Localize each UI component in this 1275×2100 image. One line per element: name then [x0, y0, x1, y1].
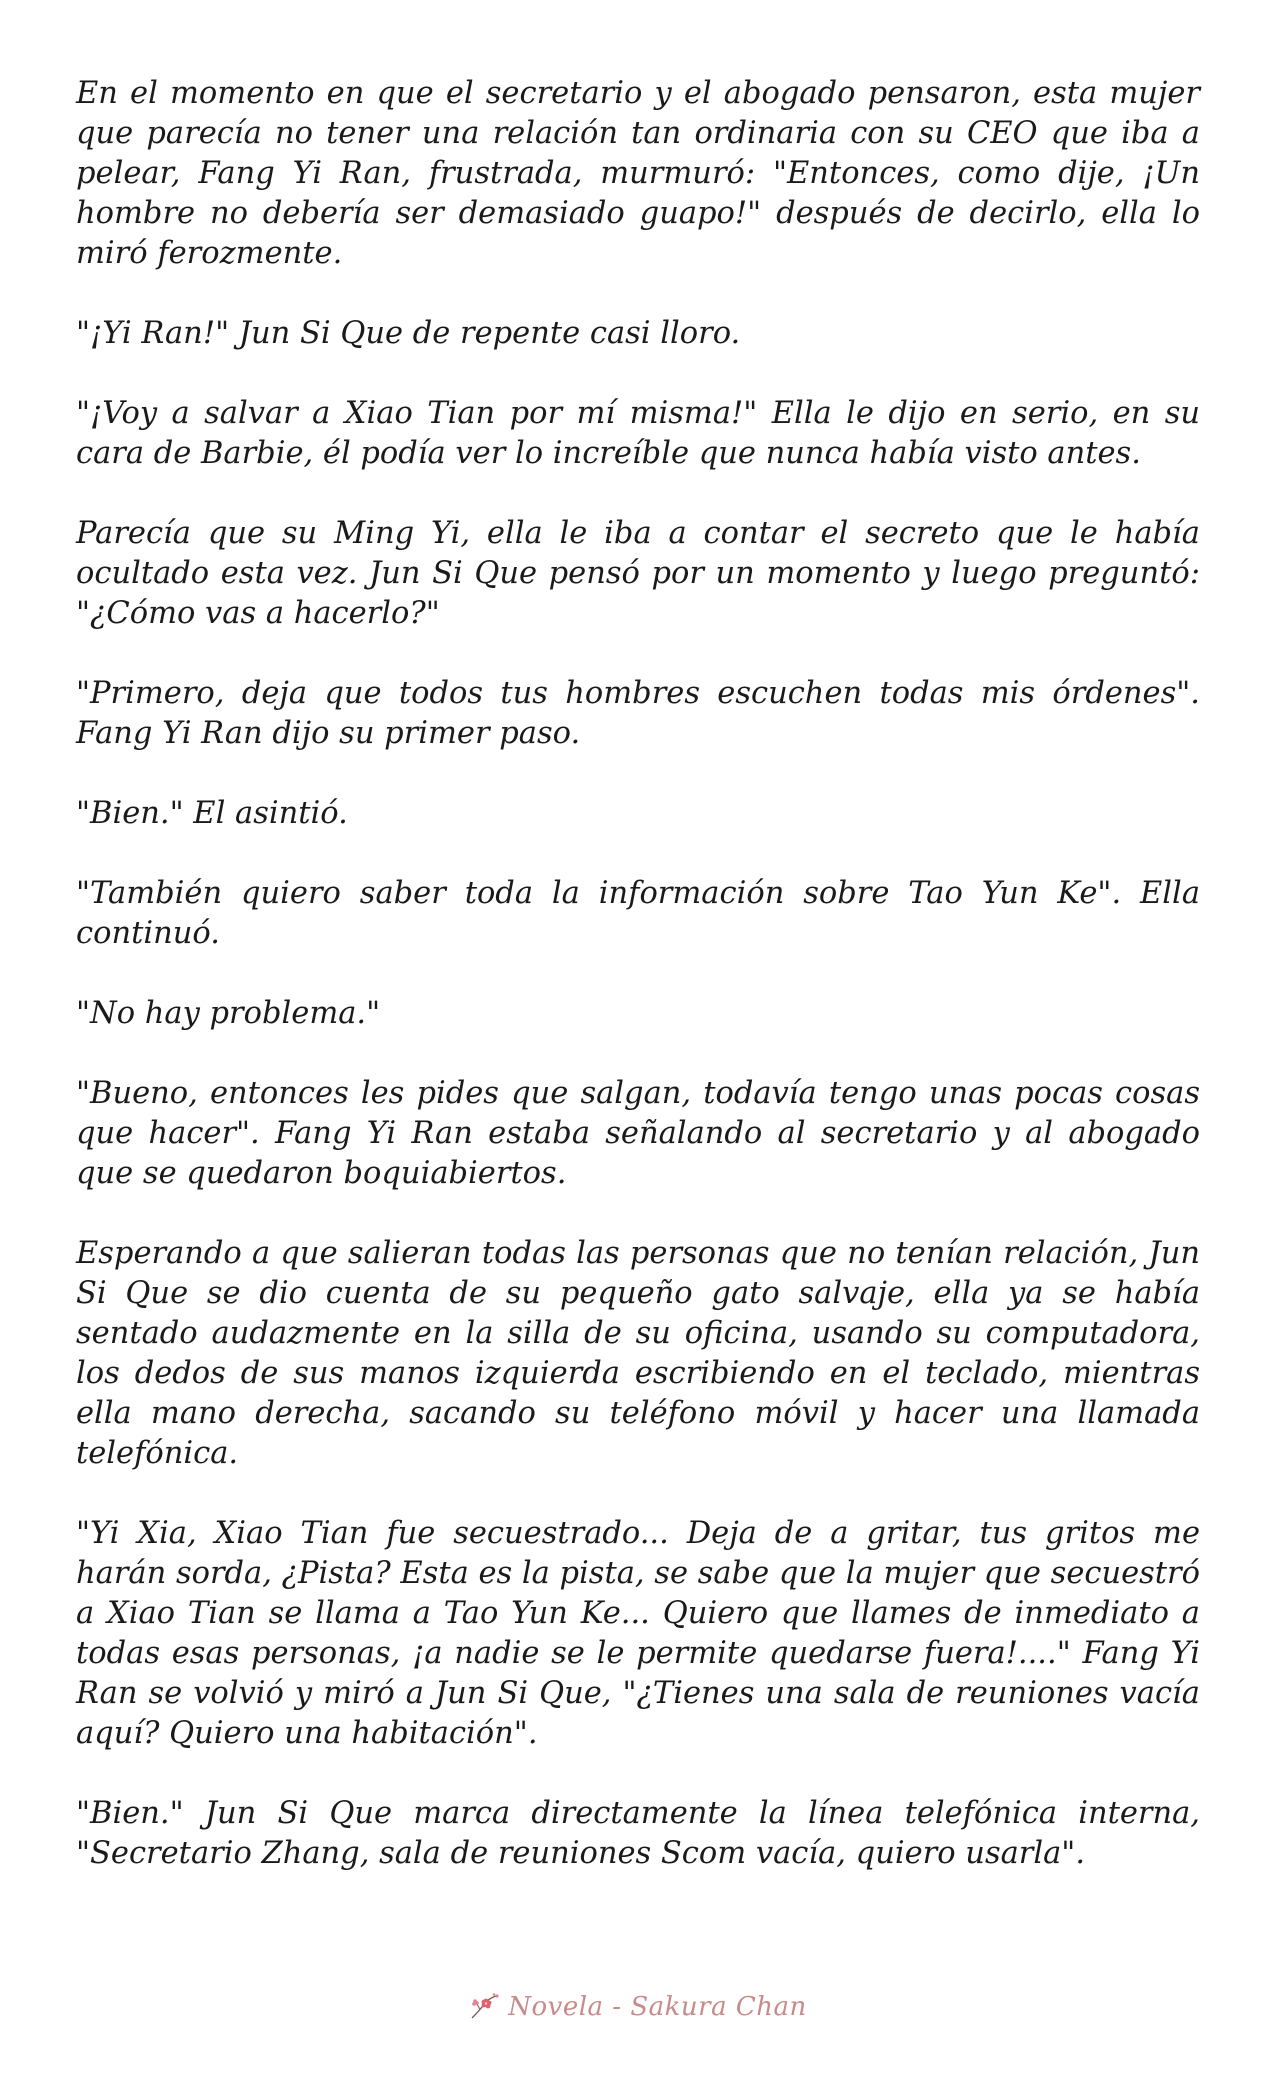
paragraph-1: En el momento en que el secretario y el abogado pensaron, esta mujer que parecía no tener una relación tan ordinaria con su CEO que iba a pelear, Fang Yi Ran, frustrada, murmuró: "Entonces, como dije, ¡Un hombre no debería ser demasiado guapo!" después de decirlo, ella lo miró ferozmente. [76, 76, 1200, 271]
paragraph-9: "Bueno, entonces les pides que salgan, todavía tengo unas pocas cosas que hacer". Fang Yi Ran estaba señalando al secretario y al abogado que se quedaron boquiabiertos. [76, 1076, 1200, 1191]
paragraph-4: Parecía que su Ming Yi, ella le iba a contar el secreto que le había ocultado esta vez. Jun Si Que pensó por un momento y luego preguntó: "¿Cómo vas a hacerlo?" [76, 516, 1200, 631]
paragraph-7: "También quiero saber toda la información sobre Tao Yun Ke". Ella continuó. [76, 876, 1200, 951]
paragraph-11: "Yi Xia, Xiao Tian fue secuestrado... Deja de a gritar, tus gritos me harán sorda, ¿Pista? Esta es la pista, se sabe que la mujer que secuestró a Xiao Tian se llama a Tao Yun Ke... Quiero que llames de inmediato a todas esas personas, ¡a nadie se le permite quedarse fuera!...." Fang Yi Ran se volvió y miró a Jun Si Que, "¿Tienes una sala de reuniones vacía aquí? Quiero una habitación". [76, 1516, 1200, 1751]
paragraph-10: Esperando a que salieran todas las personas que no tenían relación, Jun Si Que se dio cuenta de su pequeño gato salvaje, ella ya se había sentado audazmente en la silla de su oficina, usando su computadora, los dedos de sus manos izquierda escribiendo en el teclado, mientras ella mano derecha, sacando su teléfono móvil y hacer una llamada telefónica. [76, 1236, 1200, 1471]
paragraph-5: "Primero, deja que todos tus hombres escuchen todas mis órdenes". Fang Yi Ran dijo su primer paso. [76, 676, 1200, 751]
footer-text: Novela - Sakura Chan [508, 1992, 807, 2022]
document-body [76, 74, 1200, 1914]
paragraph-6: "Bien." El asintió. [76, 796, 348, 831]
paragraph-12: "Bien." Jun Si Que marca directamente la línea telefónica interna, "Secretario Zhang, sala de reuniones Scom vacía, quiero usarla". [76, 1796, 1200, 1871]
paragraph-2: "¡Yi Ran!" Jun Si Que de repente casi lloro. [76, 316, 741, 351]
cherry-blossom-icon [468, 1992, 502, 2022]
paragraph-3: "¡Voy a salvar a Xiao Tian por mí misma!" Ella le dijo en serio, en su cara de Barbie, él podía ver lo increíble que nunca había visto antes. [76, 396, 1200, 471]
paragraph-8: "No hay problema." [76, 996, 381, 1031]
footer-watermark [0, 1992, 1275, 2022]
